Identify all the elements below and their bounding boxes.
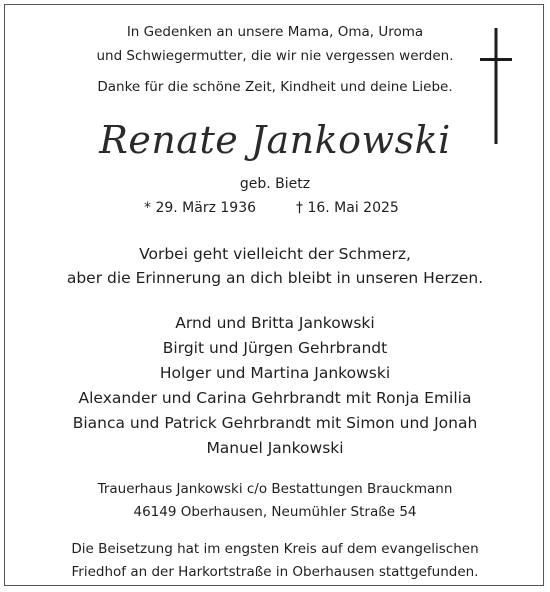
family-line-6: Manuel Jankowski [206, 439, 344, 457]
address-line-1: Trauerhaus Jankowski c/o Bestattungen Brauckmann [97, 481, 453, 497]
family-line-1: Arnd und Britta Jankowski [175, 314, 375, 332]
family-line-4: Alexander und Carina Gehrbrandt mit Ronja Emilia [78, 389, 472, 407]
closing-line-2: Friedhof an der Harkortstraße in Oberhausen stattgefunden. [71, 564, 479, 580]
family-line-3: Holger und Martina Jankowski [159, 364, 391, 382]
family-line-5: Bianca und Patrick Gehrbrandt mit Simon und Jonah [72, 414, 478, 432]
family-line-2: Birgit und Jürgen Gehrbrandt [162, 339, 388, 357]
birth-date: * 29. März 1936 [144, 200, 257, 216]
closing-line-1: Die Beisetzung hat im engsten Kreis auf dem evangelischen [71, 541, 479, 557]
intro-line-2: und Schwiegermutter, die wir nie vergessen werden. [96, 48, 454, 64]
deceased-name: Renate Jankowski [99, 118, 451, 162]
intro-line-1: In Gedenken an unsere Mama, Oma, Uroma [126, 24, 424, 40]
thanks-line: Danke für die schöne Zeit, Kindheit und deine Liebe. [97, 79, 453, 95]
quote-line-2: aber die Erinnerung an dich bleibt in unseren Herzen. [66, 269, 484, 287]
death-date: † 16. Mai 2025 [296, 200, 399, 216]
quote-line-1: Vorbei geht vielleicht der Schmerz, [139, 245, 411, 263]
address-line-2: 46149 Oberhausen, Neumühler Straße 54 [133, 504, 417, 520]
maiden-name: geb. Bietz [239, 176, 311, 192]
